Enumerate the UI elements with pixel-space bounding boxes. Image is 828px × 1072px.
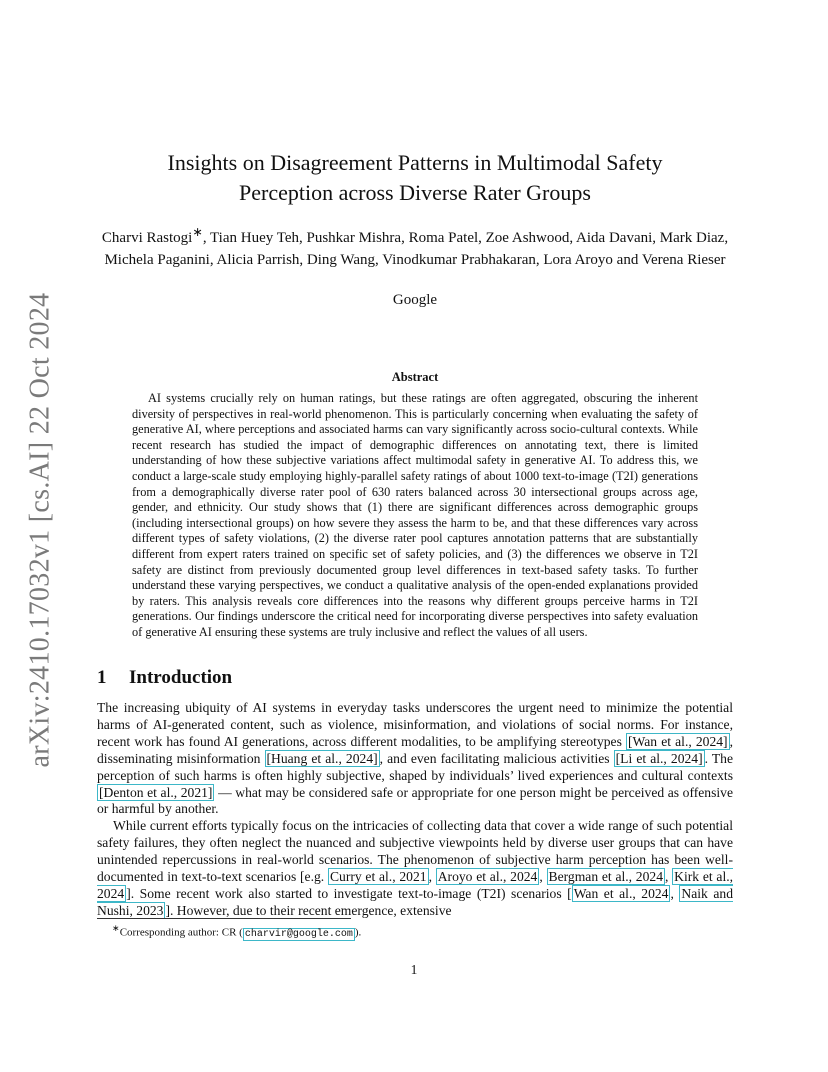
email-link[interactable]: charvir@google.com: [244, 928, 353, 940]
intro-paragraph-1: [97, 700, 733, 818]
footnote-text: Corresponding author: CR (: [119, 926, 243, 939]
arxiv-identifier-stamp: [20, 292, 60, 768]
separator: ,: [539, 869, 547, 885]
affiliation: Google: [392, 292, 438, 308]
intro-text: , disseminating misinformation: [97, 733, 733, 766]
title-line-2: Perception across Diverse Rater Groups: [239, 180, 591, 205]
author-list: [94, 221, 736, 271]
citation-link[interactable]: Bergman et al., 2024: [548, 869, 663, 885]
intro-text: — what may be considered safe or appropriate for one person might be perceived as offensive or harmful by another.: [97, 784, 733, 817]
intro-text: ]. However, due to their recent emergence, extensive: [165, 902, 452, 918]
section-number: 1: [97, 667, 107, 688]
section-heading: [97, 667, 232, 689]
intro-text: . The perception of such harms is often highly subjective, shaped by individuals’ lived experiences and cultural contexts: [97, 750, 733, 783]
footnote-divider: [97, 918, 351, 919]
citation-link[interactable]: Naik and Nushi, 2023: [97, 885, 733, 918]
separator: ,: [670, 885, 680, 901]
section-title: Introduction: [129, 667, 233, 688]
footnote-end: ).: [354, 926, 362, 939]
intro-text: While current efforts typically focus on the intricacies of collecting data that cover a wide range of such potential safety failures, they often neglect the nuanced and subjective viewpoints held by diverse user groups that can have unintended repercussions in real-world scenarios. The phenomenon of subjective harm perception has been well-documented in text-to-text scenarios [e.g.: [97, 818, 733, 885]
intro-text: , and even facilitating malicious activities: [379, 750, 614, 766]
citation-link[interactable]: [Denton et al., 2021]: [99, 784, 213, 800]
first-author: Charvi Rastogi: [101, 230, 193, 246]
footnote: [112, 923, 361, 940]
intro-paragraph-2: [97, 818, 733, 919]
abstract-heading: Abstract: [391, 370, 439, 384]
citation-link[interactable]: Wan et al., 2024: [573, 885, 669, 901]
citation-link[interactable]: [Wan et al., 2024]: [627, 733, 728, 749]
intro-text: ]. Some recent work also started to investigate text-to-image (T2I) scenarios [: [126, 885, 572, 901]
introduction-body: [97, 700, 733, 920]
intro-text: The increasing ubiquity of AI systems in everyday tasks underscores the urgent need to minimize the potential harms of AI-generated content, such as violence, misinformation, and violations of social norms. For instance, recent work has found AI generations, across different modalities, to be amplifying stereotypes: [97, 700, 733, 749]
footnote-marker: ∗: [112, 923, 120, 933]
citation-link[interactable]: Kirk et al., 2024: [97, 869, 734, 901]
citation-link[interactable]: Curry et al., 2021: [329, 869, 427, 885]
title-line-1: Insights on Disagreement Patterns in Multimodal Safety: [167, 150, 663, 175]
paper-title: [100, 148, 730, 208]
other-authors: , Tian Huey Teh, Pushkar Mishra, Roma Patel, Zoe Ashwood, Aida Davani, Mark Diaz, Michela Paganini, Alicia Parrish, Ding Wang, Vinodkumar Prabhakaran, Lora Aroyo and Verena Rieser: [104, 230, 729, 268]
citation-link[interactable]: [Li et al., 2024]: [615, 750, 703, 766]
separator: ,: [428, 869, 436, 885]
page-number: 1: [410, 962, 418, 977]
separator: ,: [665, 869, 673, 885]
arxiv-identifier-text: arXiv:2410.17032v1 [cs.AI] 22 Oct 2024: [24, 292, 56, 768]
citation-link[interactable]: Aroyo et al., 2024: [437, 869, 538, 885]
corresponding-author-marker: ∗: [192, 225, 203, 239]
citation-link[interactable]: [Huang et al., 2024]: [266, 750, 378, 766]
abstract-body: AI systems crucially rely on human ratings, but these ratings are often aggregated, obscuring the inherent diversity of perspectives in real-world phenomenon. This is particularly concerning when evaluating the safety of generative AI, where perceptions and associated harms can vary significantly across socio-cultural contexts. While recent research has studied the impact of demographic differences on annotating text, there is limited understanding of how these subjective variations affect multimodal safety in generative AI. To address this, we conduct a large-scale study employing highly-parallel safety ratings of about 1000 text-to-image (T2I) generations from a demographically diverse rater pool of 630 raters balanced across 30 intersectional groups across age, gender, and ethnicity. Our study shows that (1) there are significant differences across demographic groups (including intersectional groups) on how severe they assess the harm to be, and that these differences vary across different types of safety violations, (2) the diverse rater pool captures annotation patterns that are substantially different from expert raters trained on specific set of safety policies, and (3) the differences we observe in T2I safety are distinct from previously documented group level differences in text-based safety tasks. To further understand these varying perspectives, we conduct a qualitative analysis of the open-ended explanations provided by raters. This analysis reveals core differences into the reasons why different groups perceive harms in T2I generations. Our findings underscore the critical need for incorporating diverse perspectives into safety evaluation of generative AI ensuring these systems are truly inclusive and reflect the values of all users.: [132, 391, 698, 639]
